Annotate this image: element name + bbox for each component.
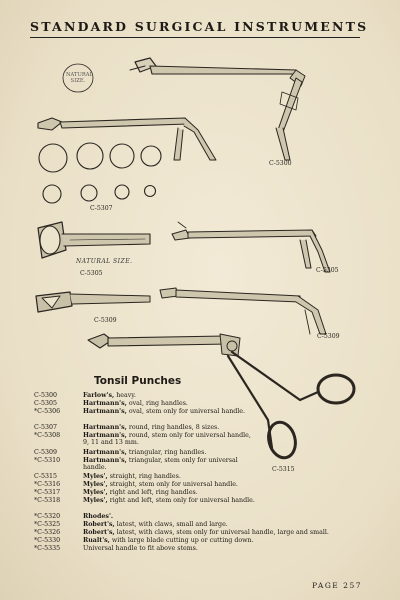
item-description bbox=[83, 473, 383, 480]
item-description bbox=[83, 449, 383, 456]
item-text: round, stem only for universal handle, 9, 11 and 13 mm. bbox=[83, 432, 251, 447]
item-text: latest, with claws, small and large. bbox=[114, 521, 228, 528]
item-code: *C-5318 bbox=[34, 497, 61, 504]
item-description bbox=[83, 545, 383, 552]
item-description bbox=[83, 521, 383, 528]
item-name: Rualt's, bbox=[83, 537, 110, 544]
item-description bbox=[83, 481, 383, 488]
item-name: Robert's, bbox=[83, 521, 115, 528]
item-description bbox=[83, 497, 268, 504]
item-code: C-5305 bbox=[34, 400, 57, 407]
item-code: *C-5320 bbox=[34, 513, 61, 520]
figure-label-c5305-right: C-5305 bbox=[316, 267, 339, 274]
natural-size-label: NATURAL SIZE. bbox=[66, 72, 93, 84]
item-text: triangular, ring handles. bbox=[126, 449, 207, 456]
item-name: Hartmann's, bbox=[83, 408, 127, 415]
item-code: *C-5330 bbox=[34, 537, 61, 544]
item-text: right and left, stem only for universal handle. bbox=[107, 497, 255, 504]
instrument-c5305-tip bbox=[38, 222, 150, 258]
item-code: *C-5317 bbox=[34, 489, 61, 496]
item-text: triangular, stem only for universal handle. bbox=[83, 457, 238, 472]
item-code: *C-5325 bbox=[34, 521, 61, 528]
item-name: Hartmann's, bbox=[83, 449, 127, 456]
figure-label-c5309-right: C-5309 bbox=[317, 333, 340, 340]
instrument-c5300-lower bbox=[38, 118, 216, 160]
item-code: *C-5310 bbox=[34, 457, 61, 464]
page-header: STANDARD SURGICAL INSTRUMENTS bbox=[30, 19, 369, 34]
item-name: Myles', bbox=[83, 497, 108, 504]
item-text: straight, ring handles. bbox=[107, 473, 181, 480]
item-text: oval, stem only for universal handle. bbox=[126, 408, 246, 415]
punch-tip-sizes bbox=[39, 143, 161, 203]
item-description bbox=[83, 408, 253, 415]
item-description bbox=[83, 424, 383, 431]
item-text: straight, stem only for universal handle. bbox=[107, 481, 238, 488]
figure-label-c5305-left: C-5305 bbox=[80, 270, 103, 277]
item-name: Hartmann's, bbox=[83, 400, 127, 407]
item-code: *C-5306 bbox=[34, 408, 61, 415]
item-name: Rhodes'. bbox=[83, 513, 114, 520]
item-description bbox=[83, 529, 383, 536]
item-text: Universal handle to fit above stems. bbox=[83, 545, 198, 552]
item-name: Myles', bbox=[83, 473, 108, 480]
item-text: right and left, ring handles. bbox=[107, 489, 198, 496]
figure-label-c5315: C-5315 bbox=[272, 466, 295, 473]
instrument-c5309-tip bbox=[36, 292, 150, 312]
item-code: *C-5326 bbox=[34, 529, 61, 536]
item-text: round, ring handles, 8 sizes. bbox=[126, 424, 220, 431]
page-number: PAGE 257 bbox=[312, 581, 362, 590]
figure-label-c5300: C-5300 bbox=[269, 160, 292, 167]
item-name: Farlow's, bbox=[83, 392, 115, 399]
item-text: heavy. bbox=[114, 392, 137, 399]
instrument-c5309 bbox=[160, 288, 326, 334]
section-title: Tonsil Punches bbox=[94, 375, 182, 387]
instrument-c5305 bbox=[172, 222, 330, 272]
natural-size-caption: NATURAL SIZE. bbox=[76, 258, 133, 265]
item-description bbox=[83, 457, 253, 471]
item-text: oval, ring handles. bbox=[126, 400, 188, 407]
item-description bbox=[83, 400, 383, 407]
item-name: Myles', bbox=[83, 481, 108, 488]
item-text: with large blade cutting up or cutting down. bbox=[109, 537, 254, 544]
instrument-c5300-upper bbox=[130, 58, 305, 160]
item-code: C-5300 bbox=[34, 392, 57, 399]
item-code: *C-5308 bbox=[34, 432, 61, 439]
figure-label-c5307: C-5307 bbox=[90, 205, 113, 212]
item-description bbox=[83, 513, 383, 520]
item-code: *C-5316 bbox=[34, 481, 61, 488]
item-description bbox=[83, 489, 383, 496]
item-description bbox=[83, 432, 253, 446]
item-code: C-5309 bbox=[34, 449, 57, 456]
item-name: Hartmann's, bbox=[83, 432, 127, 439]
item-name: Hartmann's, bbox=[83, 457, 127, 464]
item-code: *C-5335 bbox=[34, 545, 61, 552]
item-text: latest, with claws, stem only for universal handle, large and small. bbox=[114, 529, 329, 536]
item-description bbox=[83, 537, 383, 544]
item-name: Myles', bbox=[83, 489, 108, 496]
item-description bbox=[83, 392, 383, 399]
item-code: C-5315 bbox=[34, 473, 57, 480]
item-code: C-5307 bbox=[34, 424, 57, 431]
item-name: Robert's, bbox=[83, 529, 115, 536]
figure-label-c5309-left: C-5309 bbox=[94, 317, 117, 324]
item-name: Hartmann's, bbox=[83, 424, 127, 431]
